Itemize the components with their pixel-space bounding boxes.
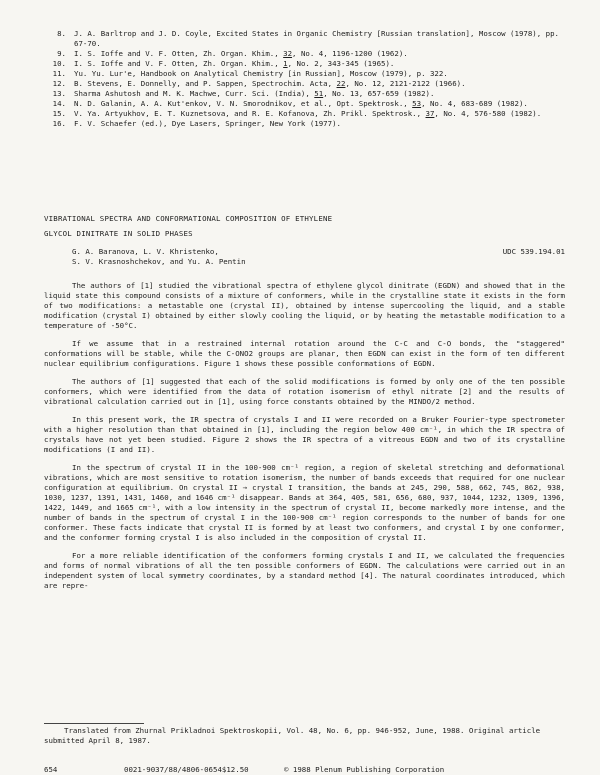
- reference-item: 12. B. Stevens, E. Donnelly, and P. Sappen, Spectrochim. Acta, 22, No. 12, 2121-2122 (1966).: [52, 79, 466, 88]
- footnote: [44, 726, 564, 746]
- reference-item: 14. N. D. Galanin, A. A. Kut'enkov, V. N. Smorodnikov, et al., Opt. Spektrosk., 53, No. 4, 683-689 (1982).: [52, 99, 528, 108]
- article-title: [44, 211, 564, 241]
- reference-item: 15. V. Ya. Artyukhov, E. T. Kuznetsova, and R. E. Kofanova, Zh. Prikl. Spektrosk., 37, No. 4, 576-580 (1982).: [52, 109, 542, 118]
- authors-line: G. A. Baranova, L. V. Khristenko,: [72, 247, 219, 256]
- author-list: [72, 247, 372, 267]
- reference-item: 16. F. V. Schaefer (ed.), Dye Lasers, Springer, New York (1977).: [52, 119, 341, 128]
- reference-list: [44, 29, 564, 129]
- title-line: VIBRATIONAL SPECTRA AND CONFORMATIONAL COMPOSITION OF ETHYLENE: [44, 214, 333, 223]
- authors-line: S. V. Krasnoshchekov, and Yu. A. Pentin: [72, 257, 246, 266]
- reference-item: 11. Yu. Yu. Lur'e, Handbook on Analytical Chemistry [in Russian], Moscow (1979), p. 322.: [52, 69, 448, 78]
- reference-item: 10. I. S. Ioffe and V. F. Otten, Zh. Organ. Khim., 1, No. 2, 343-345 (1965).: [52, 59, 395, 68]
- udc-code: UDC 539.194.01: [502, 247, 565, 256]
- journal-code: 0021-9037/88/4806-0654$12.50: [124, 765, 249, 774]
- reference-item: 8. J. A. Barltrop and J. D. Coyle, Excited States in Organic Chemistry [Russian translation], Moscow (1978), pp. 67-70.: [57, 29, 559, 48]
- footnote-text: Translated from Zhurnal Prikladnoi Spektroskopii, Vol. 48, No. 6, pp. 946-952, June, 1988. Original article submitted April 8, 1987.: [44, 726, 541, 745]
- article-body: [44, 281, 565, 599]
- paragraph: If we assume that in a restrained internal rotation around the C-C and C-O bonds, the "staggered" conformations will be stable, while the C-ONO2 groups are planar, then EGDN can exist in the form of ten different nuclear equilibrium configurations. Figure 1 shows these possible conformations of EGDN.: [44, 339, 565, 368]
- paragraph: The authors of [1] suggested that each of the solid modifications is formed by only one of the ten possible conformers, which were identified from the data of rotation isomerism of ethyl nitrate [2] and the results of vibrational calculation carried out in [1], using force constants obtained by the MINDO/2 method.: [44, 377, 565, 406]
- title-line: GLYCOL DINITRATE IN SOLID PHASES: [44, 229, 193, 238]
- paragraph: In this present work, the IR spectra of crystals I and II were recorded on a Bruker Fourier-type spectrometer with a higher resolution than that obtained in [1], including the region below 400 cm⁻¹, in which the IR spectra of crystals have not yet been studied. Figure 2 shows the IR spectra of a vitreous EGDN and two of its crystalline modifications (I and II).: [44, 415, 565, 454]
- copyright-notice: © 1988 Plenum Publishing Corporation: [284, 765, 445, 774]
- paragraph: For a more reliable identification of the conformers forming crystals I and II, we calculated the frequencies and forms of normal vibrations of all the ten possible conformers of EGDN. The calculations were carried out in an independent system of local symmetry coordinates, by a standard method [4]. The natural coordinates introduced, which are repre-: [44, 551, 565, 590]
- paragraph: In the spectrum of crystal II in the 100-900 cm⁻¹ region, a region of skeletal stretching and deformational vibrations, which are most sensitive to rotation isomerism, the number of bands exceeds that required for one nuclear configuration at equilibrium. On crystal II → crystal I transition, the bands at 245, 290, 588, 662, 745, 862, 938, 1030, 1237, 1391, 1431, 1460, and 1646 cm⁻¹ disappear. Bands at 364, 405, 581, 656, 680, 937, 1044, 1232, 1309, 1396, 1422, 1449, and 1665 cm⁻¹, with a low intensity in the spectrum of crystal II, become markedly more intense, and the number of bands in the spectrum of crystal I in the 100-900 cm⁻¹ region corresponds to the number of bands for one conformer. These facts indicate that crystal II is formed by at least two conformers, and crystal I by one conformer, and the conformer forming crystal I is also included in the composition of crystal II.: [44, 463, 565, 542]
- footnote-divider: [44, 723, 144, 724]
- reference-item: 13. Sharma Ashutosh and M. K. Machwe, Curr. Sci. (India), 51, No. 13, 657-659 (1982).: [52, 89, 435, 98]
- reference-item: 9. I. S. Ioffe and V. F. Otten, Zh. Organ. Khim., 32, No. 4, 1196-1200 (1962).: [57, 49, 408, 58]
- page-number: 654: [44, 765, 58, 774]
- paragraph: The authors of [1] studied the vibrational spectra of ethylene glycol dinitrate (EGDN) and showed that in the liquid state this compound consists of a mixture of conformers, while in the crystalline state it exists in the form of two modifications: a metastable one (crystal II), obtained by intense supercooling the liquid, and a stable modification (crystal I) obtained by either slowly cooling the liquid, or by heating the metastable modification to a temperature of -50°C.: [44, 281, 565, 330]
- page-footer: [44, 765, 564, 775]
